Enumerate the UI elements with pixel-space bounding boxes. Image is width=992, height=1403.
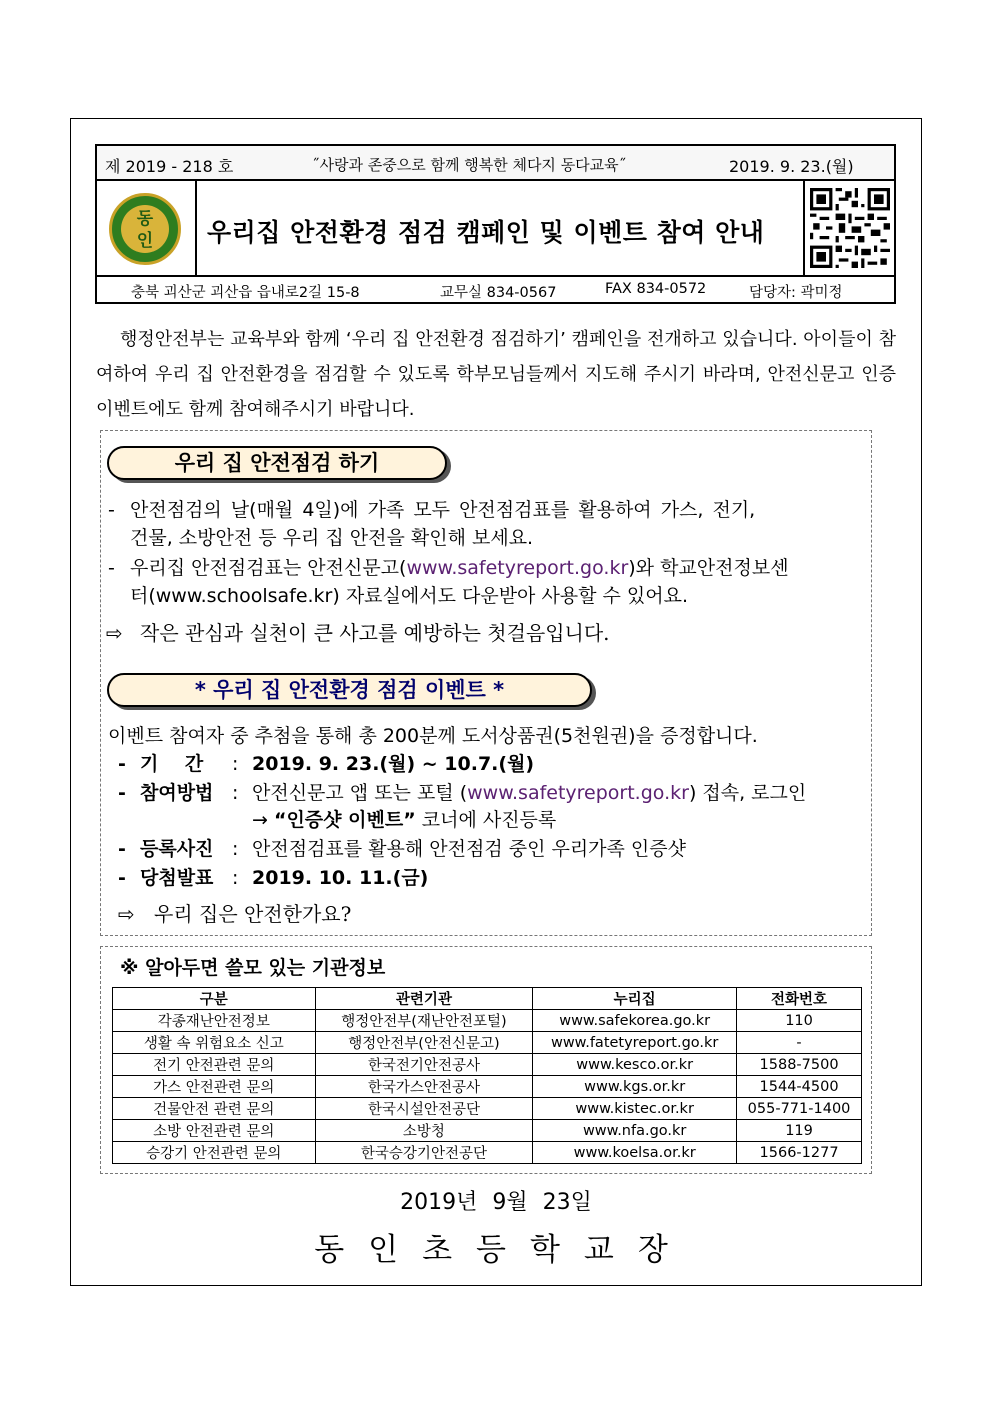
- table-row: [113, 1098, 862, 1120]
- closing-date: 2019년 9월 23일: [400, 1190, 592, 1215]
- label-colon: :: [232, 838, 239, 860]
- column-header: 구분: [113, 988, 316, 1010]
- label-colon: :: [232, 867, 239, 889]
- document-title: 우리집 안전환경 점검 캠페인 및 이벤트 참여 안내: [207, 218, 765, 247]
- table-cell: www.nfa.go.kr: [533, 1120, 737, 1142]
- column-header: 관련기관: [315, 988, 533, 1010]
- list-dash: -: [118, 753, 126, 775]
- method-value: [252, 779, 806, 807]
- qr-cell: [803, 181, 894, 275]
- table-cell: 1566-1277: [737, 1142, 862, 1164]
- table-cell: www.kesco.or.kr: [533, 1054, 737, 1076]
- motto: ˝사랑과 존중으로 함께 행복한 체다지 동다교육˝: [312, 156, 627, 174]
- table-row: [113, 1142, 862, 1164]
- table-cell: 한국승강기안전공단: [315, 1142, 533, 1164]
- photo-label: 등록사진: [140, 838, 214, 860]
- method-text: ) 접속, 로그인: [688, 782, 807, 804]
- label-colon: :: [232, 753, 239, 775]
- intro-paragraph: 행정안전부는 교육부와 함께 ‘우리 집 안전환경 점검하기’ 캠페인을 전개하고 있습니다. 아이들이 참여하여 우리 집 안전환경을 점검할 수 있도록 학부모님들께서 지도해 주시기 바라며, 안전신문고 인증 이벤트에도 함께 참여해주시기 바랍니다.: [96, 329, 896, 420]
- table-cell: 각종재난안전정보: [113, 1010, 316, 1032]
- table-row: [113, 1010, 862, 1032]
- period-label: 기 간: [140, 753, 204, 775]
- table-cell: 가스 안전관련 문의: [113, 1076, 316, 1098]
- table-cell: 건물안전 관련 문의: [113, 1098, 316, 1120]
- school-address: 충북 괴산군 괴산읍 읍내로2길 15-8: [131, 285, 360, 301]
- table-cell: 한국가스안전공사: [315, 1076, 533, 1098]
- list-item-line: 터(www.schoolsafe.kr) 자료실에서도 다운받아 사용할 수 있어요.: [130, 585, 689, 607]
- list-dash: -: [108, 499, 115, 521]
- section-heading-event: * 우리 집 안전환경 점검 이벤트 *: [107, 673, 592, 707]
- table-cell: 한국전기안전공사: [315, 1054, 533, 1076]
- table-row: [113, 1076, 862, 1098]
- table-row: [113, 1054, 862, 1076]
- fax-number: FAX 834-0572: [605, 281, 707, 297]
- table-cell: 한국시설안전공단: [315, 1098, 533, 1120]
- logo-cell: [97, 181, 197, 275]
- list-item-line: 건물, 소방안전 등 우리 집 안전을 확인해 보세요.: [130, 527, 534, 549]
- safetyreport-link[interactable]: www.safetyreport.go.kr: [467, 782, 689, 804]
- list-item-text: )와 학교안전정보센: [628, 557, 789, 579]
- list-item-text: 우리집 안전점검표는 안전신문고(: [130, 557, 407, 579]
- table-cell: www.kistec.or.kr: [533, 1098, 737, 1120]
- table-header-row: [113, 988, 862, 1010]
- table-cell: -: [737, 1032, 862, 1054]
- table-cell: 소방 안전관련 문의: [113, 1120, 316, 1142]
- doc-number: 제 2019 - 218 호: [105, 157, 234, 176]
- header-top-row: [97, 146, 894, 181]
- label-colon: :: [232, 782, 239, 804]
- org-info-title: ※ 알아두면 쓸모 있는 기관정보: [120, 957, 386, 979]
- event-intro: 이벤트 참여자 중 추첨을 통해 총 200분께 도서상품권(5천원권)을 증정합니다.: [108, 725, 758, 747]
- issue-date: 2019. 9. 23.(월): [729, 157, 854, 176]
- event-closing: 우리 집은 안전한가요?: [154, 902, 352, 926]
- intro-text: [96, 322, 896, 427]
- announce-value: 2019. 10. 11.(금): [252, 867, 429, 889]
- list-dash: -: [118, 838, 126, 860]
- list-item-line: 안전점검의 날(매월 4일)에 가족 모두 안전점검표를 활용하여 가스, 전기,: [130, 499, 756, 521]
- table-cell: 소방청: [315, 1120, 533, 1142]
- qr-code-icon: [810, 188, 890, 268]
- table-cell: www.kgs.or.kr: [533, 1076, 737, 1098]
- table-cell: 110: [737, 1010, 862, 1032]
- period-value: 2019. 9. 23.(월) ~ 10.7.(월): [252, 753, 535, 775]
- letter-header: [95, 144, 896, 304]
- logo-emblem: 동 인: [121, 205, 169, 253]
- list-dash: -: [108, 557, 115, 579]
- column-header: 전화번호: [737, 988, 862, 1010]
- signer-title: 동인초등학교장: [314, 1232, 692, 1268]
- method-text: 안전신문고 앱 또는 포털 (: [252, 782, 468, 804]
- table-cell: 119: [737, 1120, 862, 1142]
- table-cell: 전기 안전관련 문의: [113, 1054, 316, 1076]
- table-cell: 1544-4500: [737, 1076, 862, 1098]
- table-cell: 승강기 안전관련 문의: [113, 1142, 316, 1164]
- table-row: [113, 1032, 862, 1054]
- table-cell: www.fatetyreport.go.kr: [533, 1032, 737, 1054]
- list-dash: -: [118, 867, 126, 889]
- safetyreport-link[interactable]: www.safetyreport.go.kr: [406, 557, 629, 579]
- table-cell: 055-771-1400: [737, 1098, 862, 1120]
- table-cell: www.koelsa.or.kr: [533, 1142, 737, 1164]
- right-arrow-icon: →: [252, 809, 268, 831]
- table-cell: 행정안전부(안전신문고): [315, 1032, 533, 1054]
- table-cell: 생활 속 위험요소 신고: [113, 1032, 316, 1054]
- hollow-right-arrow-icon: ⇨: [106, 621, 123, 645]
- office-phone: 교무실 834-0567: [440, 285, 557, 301]
- announce-label: 당첨발표: [140, 867, 214, 889]
- method-text: 코너에 사진등록: [421, 809, 557, 831]
- certify-event-name: “인증샷 이벤트”: [273, 809, 416, 831]
- list-item-line: [130, 554, 789, 582]
- method-value-line2: [252, 806, 556, 834]
- school-logo: [109, 193, 181, 265]
- header-contact-row: [97, 279, 894, 302]
- photo-value: 안전점검표를 활용해 안전점검 중인 우리가족 인증샷: [252, 838, 686, 860]
- campaign-closing: 작은 관심과 실천이 큰 사고를 예방하는 첫걸음입니다.: [140, 621, 610, 645]
- org-info-table: [112, 987, 862, 1164]
- column-header: 누리집: [533, 988, 737, 1010]
- hollow-right-arrow-icon: ⇨: [118, 902, 135, 926]
- table-cell: www.safekorea.go.kr: [533, 1010, 737, 1032]
- table-cell: 행정안전부(재난안전포털): [315, 1010, 533, 1032]
- table-row: [113, 1120, 862, 1142]
- table-cell: 1588-7500: [737, 1054, 862, 1076]
- contact-person: 담당자: 곽미정: [749, 285, 843, 301]
- section-heading-safety-check: 우리 집 안전점검 하기: [107, 446, 447, 480]
- method-label: 참여방법: [140, 782, 214, 804]
- header-title-row: [97, 181, 894, 277]
- list-dash: -: [118, 782, 126, 804]
